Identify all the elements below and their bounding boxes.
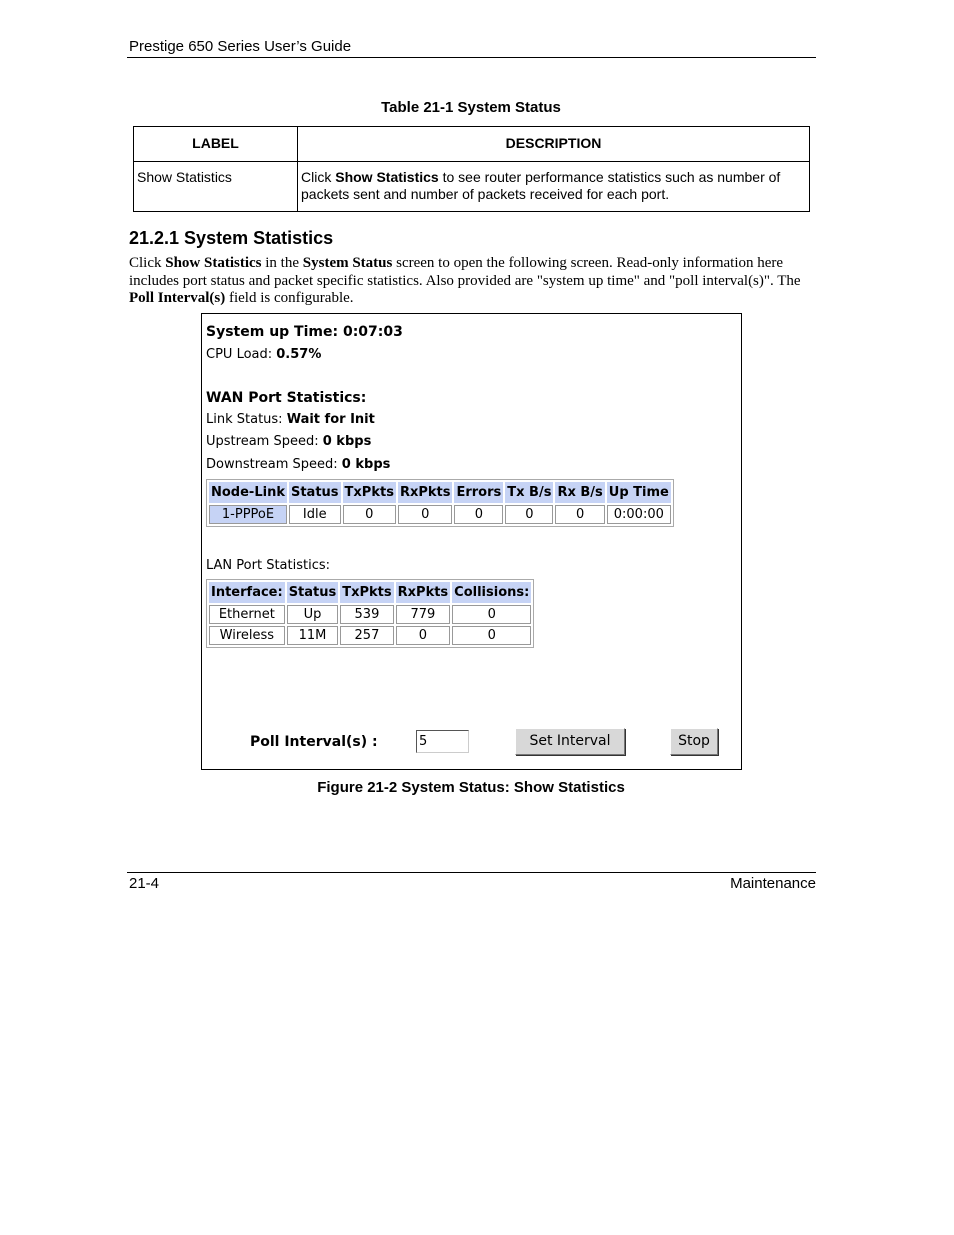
cpu-load-label: CPU Load: [206, 347, 277, 362]
wan-col-txpkts: TxPkts [343, 482, 396, 503]
lan-col-collisions: Collisions: [452, 582, 531, 603]
upstream-label: Upstream Speed: [206, 434, 323, 449]
row-description [298, 162, 810, 212]
poll-interval-input[interactable] [416, 730, 469, 753]
wan-node-link: 1-PPPoE [209, 505, 287, 524]
downstream-value: 0 kbps [341, 457, 391, 472]
system-status-table [133, 126, 810, 212]
desc-bold: Show Statistics [335, 169, 439, 185]
wan-up-time: 0:00:00 [607, 505, 671, 524]
footer-rule [127, 872, 816, 873]
para-bold-poll-interval: Poll Interval(s) [129, 290, 226, 306]
label-column-header: LABEL [134, 127, 298, 162]
table-caption: Table 21-1 System Status [381, 99, 561, 116]
wan-col-status: Status [289, 482, 341, 503]
wan-col-node-link: Node-Link [209, 482, 287, 503]
wan-header-row [209, 482, 671, 503]
header-title: Prestige 650 Series User’s Guide [129, 38, 352, 55]
lan-interface: Wireless [209, 626, 285, 645]
lan-col-rxpkts: RxPkts [396, 582, 451, 603]
para-bold-show-statistics: Show Statistics [165, 255, 262, 271]
lan-col-interface: Interface: [209, 582, 285, 603]
row-label: Show Statistics [134, 162, 298, 212]
wan-col-tx-bs: Tx B/s [505, 482, 553, 503]
lan-col-status: Status [287, 582, 339, 603]
upstream-speed [206, 434, 371, 449]
para-text: Click [129, 255, 166, 271]
header-rule [127, 57, 816, 58]
lan-col-txpkts: TxPkts [340, 582, 393, 603]
para-text: in the [261, 255, 303, 271]
cpu-load [206, 347, 321, 362]
page-number: 21-4 [129, 875, 160, 892]
wan-col-rxpkts: RxPkts [398, 482, 453, 503]
wan-tx-bs: 0 [505, 505, 553, 524]
link-status-label: Link Status: [206, 412, 287, 427]
para-text: field is configurable. [225, 290, 354, 306]
statistics-screenshot [201, 313, 742, 770]
wan-stats-table [206, 479, 674, 527]
table-row [209, 626, 531, 645]
figure-caption: Figure 21-2 System Status: Show Statistics [317, 779, 625, 796]
para-bold-system-status: System Status [302, 255, 393, 271]
lan-heading: LAN Port Statistics: [206, 558, 331, 573]
wan-rx-bs: 0 [555, 505, 604, 524]
wan-status: Idle [289, 505, 341, 524]
lan-txpkts: 257 [340, 626, 393, 645]
table-row [209, 605, 531, 624]
chapter-name: Maintenance [730, 875, 816, 892]
lan-collisions: 0 [452, 605, 531, 624]
lan-rxpkts: 779 [396, 605, 451, 624]
lan-txpkts: 539 [340, 605, 393, 624]
lan-rxpkts: 0 [396, 626, 451, 645]
wan-errors: 0 [454, 505, 503, 524]
poll-interval-label: Poll Interval(s) : [250, 734, 378, 750]
wan-col-up-time: Up Time [607, 482, 671, 503]
lan-stats-table [206, 579, 534, 648]
link-status-value: Wait for Init [286, 412, 375, 427]
table-header-row [134, 127, 810, 162]
upstream-value: 0 kbps [322, 434, 372, 449]
system-up-time: System up Time: 0:07:03 [206, 324, 403, 340]
description-column-header: DESCRIPTION [298, 127, 810, 162]
lan-collisions: 0 [452, 626, 531, 645]
table-row [134, 162, 810, 212]
wan-col-errors: Errors [454, 482, 503, 503]
link-status [206, 412, 375, 427]
section-paragraph [129, 255, 819, 308]
wan-heading: WAN Port Statistics: [206, 390, 367, 406]
set-interval-button[interactable]: Set Interval [515, 728, 625, 755]
desc-suffix: to see router performance statistics such as number of packets sent and number of packets received for each port. [301, 169, 781, 202]
para-text: screen to open the following screen. Read-only information here includes port status and packet specific statistics. Also provided are "system up time" and "poll interval(s)". The [129, 255, 801, 289]
wan-txpkts: 0 [343, 505, 396, 524]
downstream-label: Downstream Speed: [206, 457, 342, 472]
section-heading: 21.2.1 System Statistics [129, 228, 334, 248]
wan-col-rx-bs: Rx B/s [555, 482, 604, 503]
wan-rxpkts: 0 [398, 505, 453, 524]
desc-prefix: Click [301, 169, 336, 185]
lan-header-row [209, 582, 531, 603]
downstream-speed [206, 457, 390, 472]
cpu-load-value: 0.57% [276, 347, 322, 362]
stop-button[interactable]: Stop [670, 728, 718, 755]
lan-interface: Ethernet [209, 605, 285, 624]
table-row [209, 505, 671, 524]
lan-status: Up [287, 605, 339, 624]
lan-status: 11M [287, 626, 339, 645]
